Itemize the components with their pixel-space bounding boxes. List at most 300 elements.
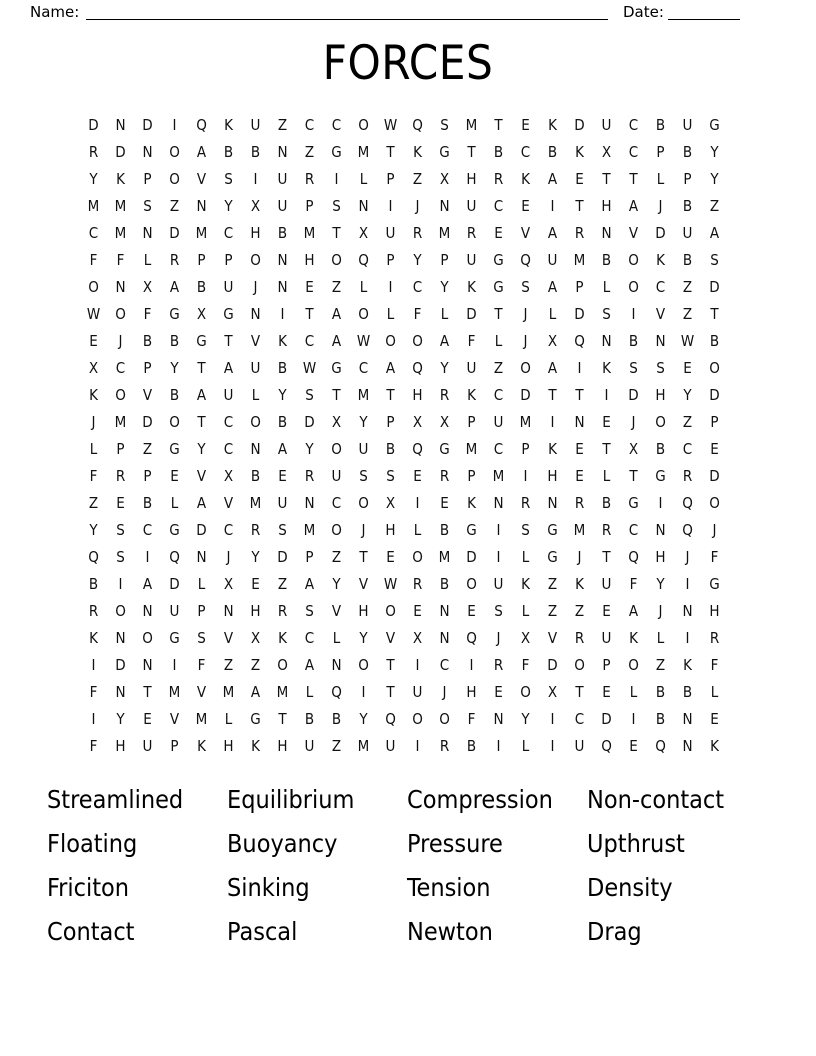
grid-cell[interactable]: Y [710, 143, 719, 161]
grid-cell[interactable]: J [496, 629, 501, 647]
grid-cell[interactable]: A [304, 575, 315, 593]
grid-cell[interactable]: Q [466, 629, 477, 647]
grid-cell[interactable]: S [332, 197, 341, 215]
grid-cell[interactable]: A [331, 332, 342, 350]
grid-cell[interactable]: E [386, 548, 395, 566]
grid-cell[interactable]: L [332, 629, 341, 647]
grid-cell[interactable]: V [223, 494, 234, 512]
grid-cell[interactable]: T [467, 143, 476, 161]
grid-cell[interactable]: T [602, 440, 611, 458]
grid-cell[interactable]: N [250, 305, 261, 323]
grid-cell[interactable]: I [469, 656, 474, 674]
grid-cell[interactable]: W [86, 305, 101, 323]
grid-cell[interactable]: X [412, 629, 423, 647]
grid-cell[interactable]: H [304, 251, 315, 269]
grid-cell[interactable]: O [574, 656, 585, 674]
grid-cell[interactable]: O [439, 710, 450, 728]
grid-cell[interactable]: H [250, 602, 261, 620]
grid-cell[interactable]: Y [710, 170, 719, 188]
grid-cell[interactable]: R [439, 737, 450, 755]
grid-cell[interactable]: N [115, 278, 126, 296]
grid-cell[interactable]: C [628, 143, 639, 161]
grid-cell[interactable]: T [602, 170, 611, 188]
grid-cell[interactable]: S [116, 548, 125, 566]
grid-cell[interactable]: K [467, 494, 476, 512]
word-list-item[interactable]: Density [587, 873, 673, 902]
grid-cell[interactable]: B [439, 575, 450, 593]
grid-cell[interactable]: X [250, 629, 261, 647]
grid-cell[interactable]: B [142, 332, 153, 350]
grid-cell[interactable]: G [655, 467, 666, 485]
grid-cell[interactable]: R [682, 467, 693, 485]
grid-cell[interactable]: X [358, 224, 369, 242]
grid-cell[interactable]: T [332, 386, 341, 404]
grid-cell[interactable]: U [277, 170, 288, 188]
grid-cell[interactable]: H [358, 602, 369, 620]
grid-cell[interactable]: I [415, 494, 420, 512]
grid-cell[interactable]: O [655, 413, 666, 431]
grid-cell[interactable]: H [250, 224, 261, 242]
grid-cell[interactable]: X [196, 305, 207, 323]
grid-cell[interactable]: X [547, 332, 558, 350]
grid-cell[interactable]: N [493, 710, 504, 728]
grid-cell[interactable]: P [656, 143, 665, 161]
grid-cell[interactable]: T [629, 467, 638, 485]
grid-cell[interactable]: K [656, 251, 665, 269]
grid-cell[interactable]: I [550, 197, 555, 215]
grid-cell[interactable]: N [682, 737, 693, 755]
grid-cell[interactable]: F [143, 305, 152, 323]
grid-cell[interactable]: Y [332, 575, 341, 593]
grid-cell[interactable]: U [412, 683, 423, 701]
grid-cell[interactable]: K [683, 656, 692, 674]
word-list-item[interactable]: Upthrust [587, 829, 685, 858]
grid-cell[interactable]: W [356, 332, 371, 350]
grid-cell[interactable]: Y [197, 440, 206, 458]
grid-cell[interactable]: N [331, 656, 342, 674]
grid-cell[interactable]: G [547, 521, 558, 539]
grid-cell[interactable]: S [116, 521, 125, 539]
grid-cell[interactable]: K [89, 629, 98, 647]
grid-cell[interactable]: K [197, 737, 206, 755]
grid-cell[interactable]: T [143, 683, 152, 701]
grid-cell[interactable]: V [223, 629, 234, 647]
grid-cell[interactable]: Z [547, 602, 558, 620]
grid-cell[interactable]: O [115, 386, 126, 404]
grid-cell[interactable]: Q [682, 521, 693, 539]
grid-cell[interactable]: R [88, 143, 99, 161]
grid-cell[interactable]: Z [250, 656, 261, 674]
grid-cell[interactable]: T [224, 332, 233, 350]
grid-cell[interactable]: N [439, 197, 450, 215]
grid-cell[interactable]: K [89, 386, 98, 404]
grid-cell[interactable]: K [521, 170, 530, 188]
grid-cell[interactable]: F [89, 251, 98, 269]
grid-cell[interactable]: P [197, 251, 206, 269]
grid-cell[interactable]: V [655, 305, 666, 323]
grid-cell[interactable]: B [682, 251, 693, 269]
grid-cell[interactable]: J [361, 521, 366, 539]
grid-cell[interactable]: U [385, 224, 396, 242]
grid-cell[interactable]: E [575, 440, 584, 458]
grid-cell[interactable]: C [142, 521, 153, 539]
grid-cell[interactable]: G [439, 143, 450, 161]
grid-cell[interactable]: B [466, 737, 477, 755]
grid-cell[interactable]: B [142, 494, 153, 512]
grid-cell[interactable]: N [115, 116, 126, 134]
grid-cell[interactable]: V [520, 224, 531, 242]
grid-cell[interactable]: K [224, 116, 233, 134]
grid-cell[interactable]: I [388, 278, 393, 296]
grid-cell[interactable]: T [197, 359, 206, 377]
grid-cell[interactable]: G [709, 116, 720, 134]
grid-cell[interactable]: H [601, 197, 612, 215]
grid-cell[interactable]: Z [412, 170, 423, 188]
grid-cell[interactable]: P [386, 170, 395, 188]
word-list-item[interactable]: Contact [47, 917, 135, 946]
grid-cell[interactable]: T [386, 656, 395, 674]
grid-cell[interactable]: E [278, 467, 287, 485]
grid-cell[interactable]: D [574, 116, 585, 134]
grid-cell[interactable]: O [412, 548, 423, 566]
grid-cell[interactable]: J [685, 548, 690, 566]
grid-cell[interactable]: S [386, 467, 395, 485]
grid-cell[interactable]: L [359, 170, 368, 188]
grid-cell[interactable]: V [358, 575, 369, 593]
grid-cell[interactable]: P [170, 737, 179, 755]
grid-cell[interactable]: B [277, 359, 288, 377]
grid-cell[interactable]: I [415, 656, 420, 674]
grid-cell[interactable]: Z [709, 197, 720, 215]
grid-cell[interactable]: L [170, 494, 179, 512]
name-fill-line[interactable] [86, 19, 608, 20]
grid-cell[interactable]: S [224, 170, 233, 188]
grid-cell[interactable]: D [142, 413, 153, 431]
grid-cell[interactable]: O [466, 575, 477, 593]
grid-cell[interactable]: K [116, 170, 125, 188]
grid-cell[interactable]: A [547, 170, 558, 188]
grid-cell[interactable]: E [494, 683, 503, 701]
grid-cell[interactable]: E [602, 413, 611, 431]
grid-cell[interactable]: M [519, 413, 532, 431]
grid-cell[interactable]: N [682, 602, 693, 620]
grid-cell[interactable]: G [169, 305, 180, 323]
grid-cell[interactable]: Y [440, 359, 449, 377]
grid-cell[interactable]: R [115, 467, 126, 485]
grid-cell[interactable]: E [575, 170, 584, 188]
grid-cell[interactable]: J [658, 197, 663, 215]
grid-cell[interactable]: M [573, 521, 586, 539]
grid-cell[interactable]: O [709, 494, 720, 512]
grid-cell[interactable]: E [413, 602, 422, 620]
grid-cell[interactable]: F [89, 683, 98, 701]
grid-cell[interactable]: T [548, 386, 557, 404]
grid-cell[interactable]: U [277, 197, 288, 215]
grid-cell[interactable]: R [88, 602, 99, 620]
grid-cell[interactable]: D [655, 224, 666, 242]
grid-cell[interactable]: B [331, 710, 342, 728]
grid-cell[interactable]: C [682, 440, 693, 458]
grid-cell[interactable]: S [521, 521, 530, 539]
grid-cell[interactable]: Q [169, 548, 180, 566]
grid-cell[interactable]: U [250, 359, 261, 377]
grid-cell[interactable]: E [521, 116, 530, 134]
grid-cell[interactable]: X [439, 170, 450, 188]
grid-cell[interactable]: R [304, 170, 315, 188]
grid-cell[interactable]: O [358, 656, 369, 674]
grid-cell[interactable]: G [628, 494, 639, 512]
grid-cell[interactable]: D [466, 305, 477, 323]
grid-cell[interactable]: J [415, 197, 420, 215]
grid-cell[interactable]: G [250, 710, 261, 728]
grid-cell[interactable]: Z [142, 440, 153, 458]
grid-cell[interactable]: A [196, 386, 207, 404]
grid-cell[interactable]: E [305, 278, 314, 296]
grid-cell[interactable]: Z [223, 656, 234, 674]
grid-cell[interactable]: A [142, 575, 153, 593]
grid-cell[interactable]: C [304, 116, 315, 134]
grid-cell[interactable]: T [575, 197, 584, 215]
grid-cell[interactable]: Z [304, 143, 315, 161]
grid-cell[interactable]: Y [170, 359, 179, 377]
grid-cell[interactable]: J [253, 278, 258, 296]
grid-cell[interactable]: R [412, 575, 423, 593]
grid-cell[interactable]: R [439, 467, 450, 485]
grid-cell[interactable]: Z [169, 197, 180, 215]
grid-cell[interactable]: Q [358, 251, 369, 269]
grid-cell[interactable]: N [358, 197, 369, 215]
grid-cell[interactable]: U [142, 737, 153, 755]
grid-cell[interactable]: N [115, 629, 126, 647]
grid-cell[interactable]: E [467, 602, 476, 620]
grid-cell[interactable]: I [496, 548, 501, 566]
grid-cell[interactable]: Z [682, 305, 693, 323]
grid-cell[interactable]: N [439, 629, 450, 647]
grid-cell[interactable]: M [114, 224, 127, 242]
grid-cell[interactable]: D [142, 116, 153, 134]
grid-cell[interactable]: U [466, 251, 477, 269]
grid-cell[interactable]: N [439, 602, 450, 620]
grid-cell[interactable]: A [169, 278, 180, 296]
grid-cell[interactable]: X [385, 494, 396, 512]
grid-cell[interactable]: M [438, 548, 451, 566]
grid-cell[interactable]: D [520, 386, 531, 404]
grid-cell[interactable]: R [574, 494, 585, 512]
grid-cell[interactable]: O [385, 602, 396, 620]
grid-cell[interactable]: Q [196, 116, 207, 134]
grid-cell[interactable]: G [493, 251, 504, 269]
grid-cell[interactable]: B [601, 494, 612, 512]
grid-cell[interactable]: B [628, 332, 639, 350]
grid-cell[interactable]: G [331, 359, 342, 377]
grid-cell[interactable]: P [143, 359, 152, 377]
grid-cell[interactable]: F [710, 548, 719, 566]
grid-cell[interactable]: V [196, 170, 207, 188]
grid-cell[interactable]: H [412, 386, 423, 404]
grid-cell[interactable]: R [466, 224, 477, 242]
grid-cell[interactable]: C [655, 278, 666, 296]
grid-cell[interactable]: H [547, 467, 558, 485]
grid-cell[interactable]: I [658, 494, 663, 512]
grid-cell[interactable]: L [656, 170, 665, 188]
grid-cell[interactable]: R [574, 224, 585, 242]
grid-cell[interactable]: O [115, 602, 126, 620]
word-list-item[interactable]: Friciton [47, 873, 130, 902]
grid-cell[interactable]: V [331, 602, 342, 620]
grid-cell[interactable]: S [143, 197, 152, 215]
grid-cell[interactable]: Y [251, 548, 260, 566]
grid-cell[interactable]: I [91, 656, 96, 674]
grid-cell[interactable]: H [115, 737, 126, 755]
grid-cell[interactable]: E [251, 575, 260, 593]
grid-cell[interactable]: X [628, 440, 639, 458]
grid-cell[interactable]: X [142, 278, 153, 296]
grid-cell[interactable]: B [547, 143, 558, 161]
grid-cell[interactable]: K [251, 737, 260, 755]
grid-cell[interactable]: U [277, 494, 288, 512]
grid-cell[interactable]: U [493, 575, 504, 593]
grid-cell[interactable]: G [169, 440, 180, 458]
grid-cell[interactable]: X [250, 197, 261, 215]
grid-cell[interactable]: V [196, 467, 207, 485]
grid-cell[interactable]: Z [682, 413, 693, 431]
grid-cell[interactable]: K [278, 629, 287, 647]
grid-cell[interactable]: O [88, 278, 99, 296]
word-list-item[interactable]: Floating [47, 829, 138, 858]
grid-cell[interactable]: U [385, 737, 396, 755]
grid-cell[interactable]: B [88, 575, 99, 593]
grid-cell[interactable]: L [521, 602, 530, 620]
grid-cell[interactable]: N [196, 197, 207, 215]
grid-cell[interactable]: L [386, 305, 395, 323]
grid-cell[interactable]: N [601, 332, 612, 350]
grid-cell[interactable]: O [358, 494, 369, 512]
grid-cell[interactable]: U [574, 737, 585, 755]
grid-cell[interactable]: G [169, 521, 180, 539]
grid-cell[interactable]: Y [359, 629, 368, 647]
grid-cell[interactable]: Q [520, 251, 531, 269]
grid-cell[interactable]: B [682, 197, 693, 215]
grid-cell[interactable]: V [196, 683, 207, 701]
grid-cell[interactable]: C [493, 386, 504, 404]
grid-cell[interactable]: M [438, 224, 451, 242]
grid-cell[interactable]: V [142, 386, 153, 404]
grid-cell[interactable]: D [88, 116, 99, 134]
grid-cell[interactable]: C [115, 359, 126, 377]
word-list-item[interactable]: Buoyancy [227, 829, 338, 858]
grid-cell[interactable]: A [547, 224, 558, 242]
grid-cell[interactable]: C [439, 656, 450, 674]
grid-cell[interactable]: A [547, 278, 558, 296]
grid-cell[interactable]: N [547, 494, 558, 512]
grid-cell[interactable]: B [169, 332, 180, 350]
grid-cell[interactable]: P [143, 170, 152, 188]
grid-cell[interactable]: N [655, 332, 666, 350]
grid-cell[interactable]: Z [331, 737, 342, 755]
grid-cell[interactable]: O [628, 656, 639, 674]
grid-cell[interactable]: H [277, 737, 288, 755]
grid-cell[interactable]: C [331, 116, 342, 134]
grid-cell[interactable]: F [710, 656, 719, 674]
grid-cell[interactable]: T [386, 683, 395, 701]
date-fill-line[interactable] [668, 19, 740, 20]
grid-cell[interactable]: M [303, 521, 316, 539]
grid-cell[interactable]: U [250, 116, 261, 134]
grid-cell[interactable]: M [465, 440, 478, 458]
word-search-grid[interactable] [80, 112, 736, 760]
grid-cell[interactable]: B [493, 143, 504, 161]
grid-cell[interactable]: I [631, 305, 636, 323]
grid-cell[interactable]: C [88, 224, 99, 242]
grid-cell[interactable]: F [89, 467, 98, 485]
grid-cell[interactable]: B [655, 683, 666, 701]
grid-cell[interactable]: V [385, 629, 396, 647]
grid-cell[interactable]: U [358, 440, 369, 458]
grid-cell[interactable]: R [304, 467, 315, 485]
grid-cell[interactable]: P [467, 467, 476, 485]
word-list-item[interactable]: Pressure [407, 829, 503, 858]
grid-cell[interactable]: B [655, 440, 666, 458]
grid-cell[interactable]: P [521, 440, 530, 458]
grid-cell[interactable]: B [655, 116, 666, 134]
grid-cell[interactable]: M [357, 143, 370, 161]
grid-cell[interactable]: I [550, 710, 555, 728]
grid-cell[interactable]: B [250, 467, 261, 485]
grid-cell[interactable]: N [115, 683, 126, 701]
grid-cell[interactable]: H [223, 737, 234, 755]
grid-cell[interactable]: Q [574, 332, 585, 350]
grid-cell[interactable]: N [142, 602, 153, 620]
grid-cell[interactable]: I [604, 386, 609, 404]
grid-cell[interactable]: I [631, 710, 636, 728]
grid-cell[interactable]: B [304, 710, 315, 728]
grid-cell[interactable]: M [357, 386, 370, 404]
grid-cell[interactable]: X [412, 413, 423, 431]
grid-cell[interactable]: N [142, 656, 153, 674]
grid-cell[interactable]: M [87, 197, 100, 215]
grid-cell[interactable]: R [169, 251, 180, 269]
grid-cell[interactable]: S [710, 251, 719, 269]
grid-cell[interactable]: E [602, 683, 611, 701]
grid-cell[interactable]: Z [277, 116, 288, 134]
grid-cell[interactable]: G [493, 278, 504, 296]
grid-cell[interactable]: N [223, 602, 234, 620]
grid-cell[interactable]: C [412, 278, 423, 296]
grid-cell[interactable]: P [386, 413, 395, 431]
grid-cell[interactable]: A [385, 359, 396, 377]
grid-cell[interactable]: G [709, 575, 720, 593]
grid-cell[interactable]: Z [277, 575, 288, 593]
grid-cell[interactable]: F [467, 332, 476, 350]
word-list-item[interactable]: Non-contact [587, 785, 725, 814]
grid-cell[interactable]: I [172, 656, 177, 674]
grid-cell[interactable]: O [412, 710, 423, 728]
grid-cell[interactable]: R [574, 629, 585, 647]
grid-cell[interactable]: Y [359, 710, 368, 728]
grid-cell[interactable]: L [548, 305, 557, 323]
grid-cell[interactable]: O [709, 359, 720, 377]
grid-cell[interactable]: T [386, 143, 395, 161]
grid-cell[interactable]: L [251, 386, 260, 404]
grid-cell[interactable]: A [250, 683, 261, 701]
grid-cell[interactable]: D [466, 548, 477, 566]
grid-cell[interactable]: M [303, 224, 316, 242]
grid-cell[interactable]: F [116, 251, 125, 269]
grid-cell[interactable]: W [383, 116, 398, 134]
grid-cell[interactable]: B [196, 278, 207, 296]
grid-cell[interactable]: E [440, 494, 449, 512]
grid-cell[interactable]: D [709, 386, 720, 404]
